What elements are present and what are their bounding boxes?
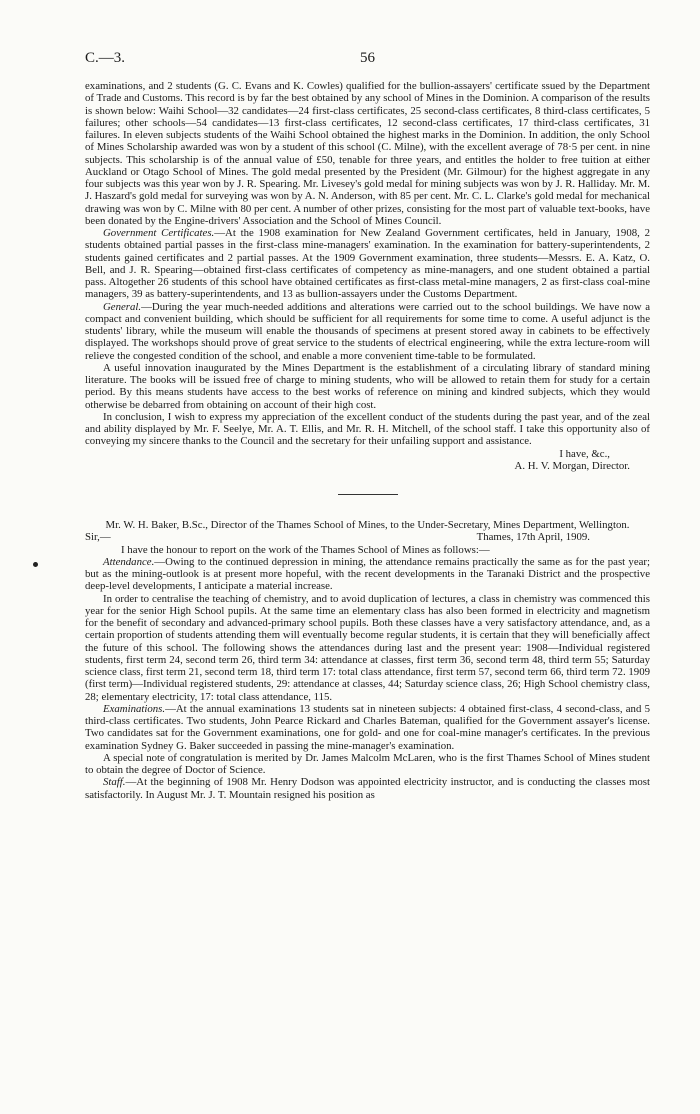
- heading-staff: Staff.: [103, 776, 126, 789]
- page-number: 56: [360, 50, 375, 66]
- paragraph-attendance: [85, 556, 650, 593]
- section-divider: [338, 494, 398, 495]
- heading-government-certificates: Government Certificates.: [103, 227, 215, 239]
- signature: A. H. V. Morgan, Director.: [514, 459, 630, 472]
- text-attendance: —Owing to the continued depression in mining, the attendance remains practically the same as for the past year; but as the mining-outlook is at present more hopeful, with the recent developments in the Taranaki District and the prospective deep-level developments, I anticipate a material increase.: [85, 555, 650, 593]
- heading-examinations: Examinations.: [103, 702, 166, 715]
- paragraph-congratulation: A special note of congratulation is merited by Dr. James Malcolm McLaren, who is the first Thames School of Mines student to obtain the degree of Doctor of Science.: [85, 751, 650, 777]
- page-header: [85, 50, 650, 70]
- paragraph-results: examinations, and 2 students (G. C. Evans and K. Cowles) qualified for the bullion-assayers' certificate ssued by the Department of Trade and Customs. This record is by far the best obtained by any school of Mines in the Dominion. A comparison of the results is shown below: Waihi School—32 candidates—24 first-class certificates, 25 second-class certificates, 8 third-class certificates, 5 failures; other schools—54 candidates—13 first-class certificates, 12 second-class certificates, 17 third-class certificates, 31 failures. In eleven subjects students of the Waihi School obtained the highest marks in the Dominion. In addition, the only School of Mines Scholarship awarded was won by a student of this school (C. Milne), with the excellent average of 78·5 per cent. in nine subjects. This scholarship is of the annual value of £50, tenable for three years, and entitles the holder to free tuition at either Auckland or Otago School of Mines. The gold medal presented by the President (Mr. Gilmour) for the highest aggregate in any four subjects was this year won by J. R. Spearing. Mr. Livesey's gold medal for mining subjects was won by J. R. Halliday. Mr. M. J. Haszard's gold medal for surveying was won by A. N. Anderson, with 85 per cent. Mr. C. L. Clarke's gold medal for mechanical drawing was won by C. Milne with 80 per cent. A number of other prizes, consisting for the most part of valuable text-books, have been donated by the Engine-drivers' Association and the School of Mines Council.: [85, 80, 650, 227]
- paragraph-library: A useful innovation inaugurated by the Mines Department is the establishment of a circulating library of standard mining literature. The books will be issued free of charge to mining students, who will be allowed to retain them for study for a certain period. By this means students have access to the best works of reference on mining and kindred subjects, which they would otherwise be debarred from obtaining on account of their high cost.: [85, 361, 650, 411]
- heading-attendance: Attendance.: [103, 555, 155, 568]
- paragraph-examinations: [85, 703, 650, 752]
- text-examinations: —At the annual examinations 13 students sat in nineteen subjects: 4 obtained first-class, 4 second-class, and 5 third-class certificates. Two students, John Pearce Rickard and Charles Bateman, qualified for the Government assayer's license. Two candidates sat for the Government examinations, one for gold- and one for coal-mine manager's certificates. In the previous examination Sydney G. Baker succeeded in passing the mine-manager's examination.: [85, 702, 650, 752]
- closing-line: I have, &c.,: [559, 447, 610, 460]
- text-government-certificates: —At the 1908 examination for New Zealand Government certificates, held in January, 1908, 2 students obtained partial passes in the first-class mine-managers' examination. In the examination for battery-superintendents, 2 students gained certificates and 2 partial passes. At the 1909 Government examination, three students—Messrs. E. A. Katz, O. Bell, and J. R. Spearing—obtained first-class certificates of competency as mine-managers, and one student obtained a partial pass. Altogether 26 students of this school have obtained certificates as first-class metal-mine managers, 2 as first-class coal-mine managers, 39 as battery-superintendents, and 13 as bullion-assayers under the Customs Department.: [85, 227, 650, 301]
- heading-general: General.: [103, 300, 142, 313]
- text-general: —During the year much-needed additions and alterations were carried out to the school buildings. We have now a compact and convenient building, which should be sufficient for all requirements for some time to come. A useful adjunct is the students' library, while the museum will enable the thousands of specimens at present stored away in cabinets to be effectively displayed. The workshops should prove of great service to the students of electrical engineering, while the extra lecture-room will relieve the congested condition of the school, and enable a more convenient time-table to be formulated.: [85, 300, 650, 362]
- dateline: Thames, 17th April, 1909.: [476, 531, 590, 544]
- letter-address: Mr. W. H. Baker, B.Sc., Director of the Thames School of Mines, to the Under-Secretary, Mines Department, Wellington.: [105, 519, 630, 532]
- paragraph-intro: I have the honour to report on the work of the Thames School of Mines as follows:—: [121, 543, 490, 556]
- paragraph-chemistry: In order to centralise the teaching of chemistry, and to avoid duplication of lectures, a class in chemistry was commenced this year for the senior High School pupils. At the same time an elementary class has also been formed in electricity and magnetism for the benefit of secondary and advanced-primary school pupils. Both these classes have a very satisfactory attendance, and, as a certain proportion of students attending them will eventually become regular students, it is certain that they will beneficially affect the future of this school. The following shows the attendances during last and the present year: 1908—Individual registered students, first term 24, second term 26, third term 34: attendance at classes, first term 36, second term 48, third term 55; Saturday science class, first term 21, second term 18, third term 17: total class attendance, first term 57, second term 66, third term 72. 1909 (first term)—Individual registered students, 29: attendance at classes, 44; Saturday science class, 26; High School chemistry class, 28; elementary electricity, 17: total class attendance, 115.: [85, 592, 650, 703]
- margin-mark: [33, 562, 38, 567]
- paragraph-government-certificates: [85, 227, 650, 301]
- paragraph-staff: [85, 776, 650, 801]
- report-body: [85, 80, 650, 801]
- paragraph-conclusion: In conclusion, I wish to express my appreciation of the excellent conduct of the students during the past year, and of the zeal and ability displayed by Mr. F. Seelye, Mr. A. T. Ellis, and Mr. R. H. Mitchell, of the school staff. I take this opportunity also of conveying my sincere thanks to the Council and the secretary for their unfailing support and assistance.: [85, 410, 650, 448]
- salutation: Sir,—: [85, 531, 111, 544]
- salutation-row: [85, 531, 650, 543]
- paragraph-general: [85, 301, 650, 362]
- report-code: C.—3.: [85, 50, 126, 66]
- text-staff: —At the beginning of 1908 Mr. Henry Dodson was appointed electricity instructor, and is conducting the classes most satisfactorily. In August Mr. J. T. Mountain resigned his position as: [85, 776, 650, 801]
